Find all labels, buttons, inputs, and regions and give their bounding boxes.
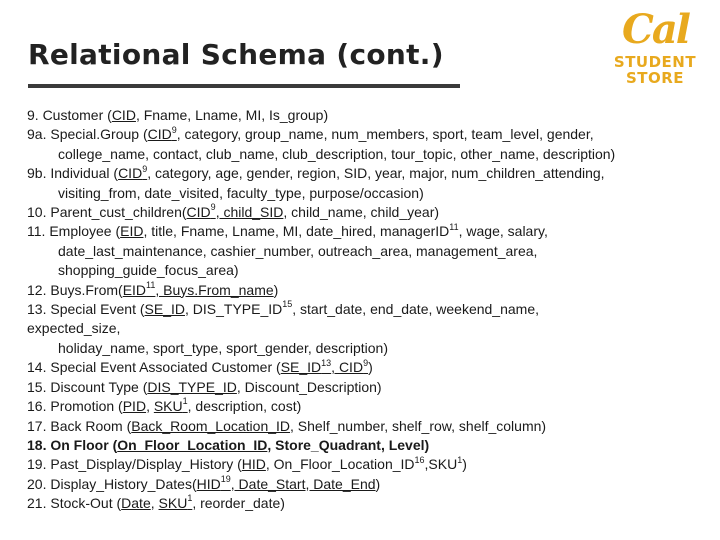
page-title: Relational Schema (cont.) — [28, 38, 444, 71]
primary-key: CID — [111, 107, 136, 123]
primary-key: Date — [121, 495, 151, 512]
primary-key: HID — [241, 456, 266, 473]
schema-item-9b: 9b. Individual (CID$^9$, category, age, gender, region, SID, year, major, num_children_attending, — [27, 163, 605, 182]
schema-item-11-cont: date_last_maintenance, cashier_number, outreach_area, management_area, — [58, 242, 538, 259]
logo-cal-script: Cal — [622, 6, 689, 53]
schema-item-19: 19. Past_Display/Display_History (HID, On_Floor_Location_ID$^{16}$,SKU$^1$) — [27, 454, 467, 473]
schema-item-9a-cont: college_name, contact, club_name, club_description, tour_topic, other_name, description) — [58, 145, 616, 162]
schema-item-13-cont2: holiday_name, sport_type, sport_gender, description) — [58, 339, 388, 356]
primary-key: SKU$^1$ — [158, 493, 193, 512]
schema-item-13-cont: expected_size, — [27, 320, 121, 337]
schema-item-21: 21. Stock-Out (Date, SKU$^1$, reorder_date) — [27, 493, 285, 512]
schema-item-10: 10. Parent_cust_children(CID$^9$, child_SID, child_name, child_year) — [27, 202, 440, 221]
schema-item-11-cont2: shopping_guide_focus_area) — [58, 262, 239, 279]
cal-student-store-logo — [600, 6, 710, 87]
schema-item-11: 11. Employee (EID, title, Fname, Lname, MI, date_hired, managerID$^{11}$, wage, salary, — [27, 221, 548, 240]
schema-item-16: 16. Promotion (PID, SKU$^1$, description, cost) — [27, 396, 302, 415]
schema-item-18: 18. On Floor (On_Floor_Location_ID, Store_Quadrant, Level) — [27, 436, 430, 453]
schema-item-9b-cont: visiting_from, date_visited, faculty_type, purpose/occasion) — [58, 184, 424, 201]
primary-key: EID$^{11}$, Buys.From_name — [122, 280, 274, 298]
logo-line-store: STORE — [625, 69, 685, 87]
primary-key: EID — [120, 223, 144, 240]
primary-key: On_Floor_Location_ID — [117, 436, 268, 453]
schema-item-14: 14. Special Event Associated Customer (SE_ID$^{13}$, CID$^9$) — [27, 357, 373, 376]
schema-item-20: 20. Display_History_Dates(HID$^{19}$, Date_Start, Date_End) — [27, 474, 381, 492]
primary-key: DIS_TYPE_ID — [147, 378, 237, 395]
schema-item-17: 17. Back Room (Back_Room_Location_ID, Shelf_number, shelf_row, shelf_column) — [27, 417, 547, 434]
primary-key: PID — [122, 398, 147, 415]
primary-key: Back_Room_Location_ID — [131, 417, 291, 434]
primary-key: SKU$^1$ — [153, 396, 188, 415]
schema-item-9: 9. Customer (CID, Fname, Lname, MI, Is_group) — [27, 107, 329, 123]
logo-line-student: STUDENT — [613, 53, 697, 71]
primary-key: CID$^9$ — [118, 163, 148, 182]
primary-key: CID$^9$, child_SID — [186, 202, 284, 221]
primary-key: SE_ID$^{13}$, CID$^9$ — [280, 357, 369, 376]
schema-item-13: 13. Special Event (SE_ID, DIS_TYPE_ID$^{15}$, start_date, end_date, weekend_name, — [27, 299, 539, 318]
schema-item-15: 15. Discount Type (DIS_TYPE_ID, Discount_Description) — [27, 378, 382, 395]
title-divider — [28, 84, 460, 88]
primary-key: CID$^9$ — [147, 124, 177, 143]
schema-item-12: 12. Buys.From(EID$^{11}$, Buys.From_name) — [27, 280, 279, 298]
primary-key: HID$^{19}$, Date_Start, Date_End — [196, 474, 376, 492]
schema-list — [27, 106, 717, 514]
primary-key: SE_ID — [144, 301, 185, 318]
schema-item-9a: 9a. Special.Group (CID$^9$, category, group_name, num_members, sport, team_level, gender, — [27, 124, 594, 143]
